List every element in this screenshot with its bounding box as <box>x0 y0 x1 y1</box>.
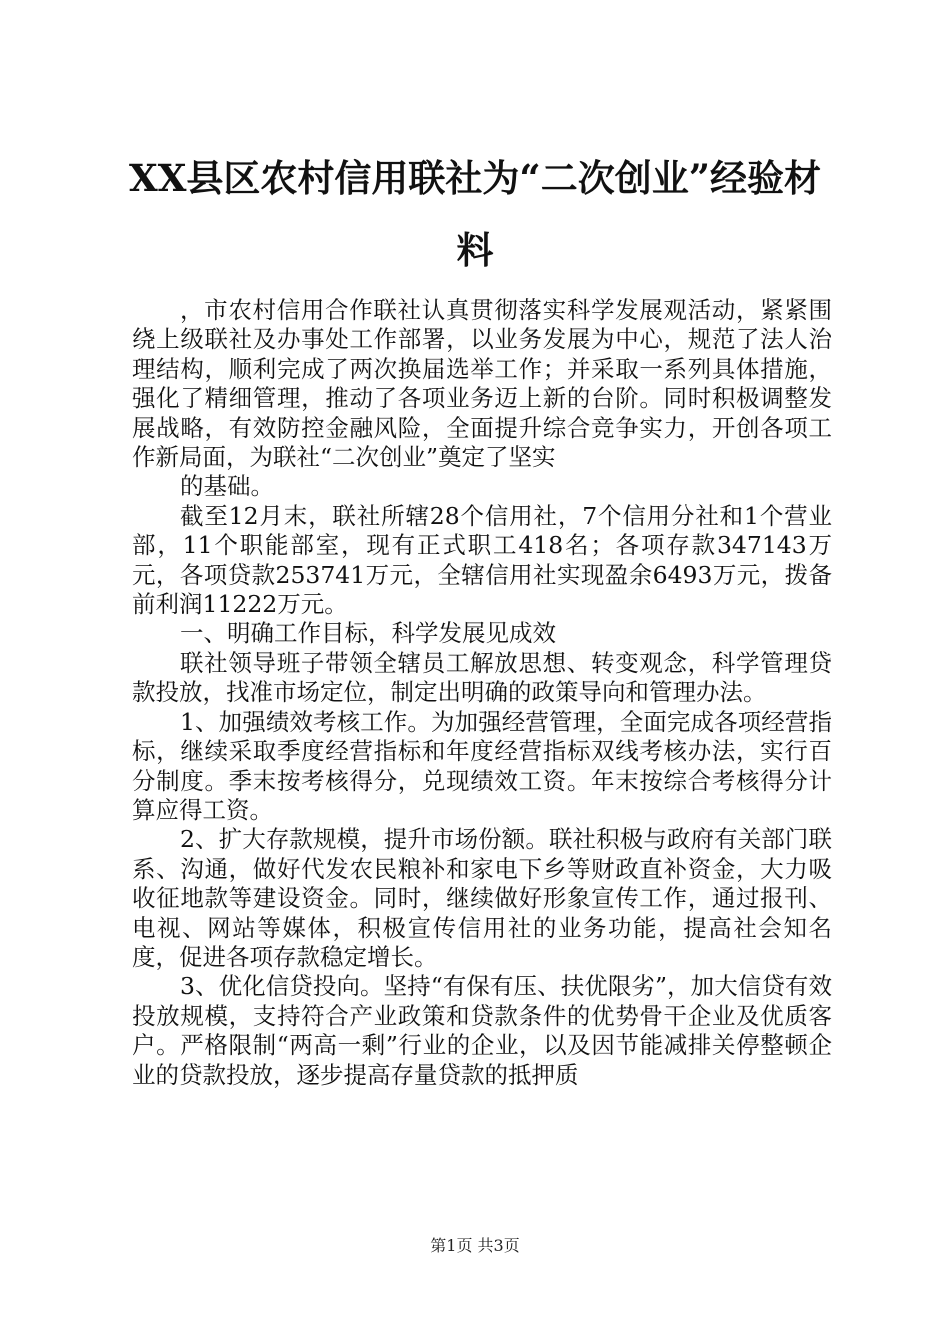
paragraph-intro: ，市农村信用合作联社认真贯彻落实科学发展观活动，紧紧围绕上级联社及办事处工作部署，以业务发展为中心，规范了法人治理结构，顺利完成了两次换届选举工作；并采取一系列具体措施，强化了精细管理，推动了各项业务迈上新的台阶。同时积极调整发展战略，有效防控金融风险，全面提升综合竞争实力，开创各项工作新局面，为联社“二次创业”奠定了坚实 <box>132 296 832 472</box>
paragraph-item-3: 3、优化信贷投向。坚持“有保有压、扶优限劣”，加大信贷有效投放规模，支持符合产业政策和贷款条件的优势骨干企业及优质客户。严格限制“两高一剩”行业的企业，以及因节能减排关停整顿企业的贷款投放，逐步提高存量贷款的抵押质 <box>132 972 832 1089</box>
page-footer: 第1页 共3页 <box>430 1236 520 1255</box>
document-title-line-1: XX县区农村信用联社为“二次创业”经验材 <box>129 156 821 200</box>
paragraph-intro-end: 的基础。 <box>180 472 274 501</box>
paragraph-item-2: 2、扩大存款规模，提升市场份额。联社积极与政府有关部门联系、沟通，做好代发农民粮补和家电下乡等财政直补资金，大力吸收征地款等建设资金。同时，继续做好形象宣传工作，通过报刊、电视、网站等媒体，积极宣传信用社的业务功能，提高社会知名度，促进各项存款稳定增长。 <box>132 825 832 971</box>
section-heading-1: 一、明确工作目标，科学发展见成效 <box>180 619 556 648</box>
paragraph-item-1: 1、加强绩效考核工作。为加强经营管理，全面完成各项经营指标，继续采取季度经营指标和年度经营指标双线考核办法，实行百分制度。季末按考核得分，兑现绩效工资。年末按综合考核得分计算应得工资。 <box>132 707 832 824</box>
document-body <box>132 296 832 1090</box>
paragraph-section-1: 联社领导班子带领全辖员工解放思想、转变观念，科学管理贷款投放，找准市场定位，制定出明确的政策导向和管理办法。 <box>132 648 832 707</box>
paragraph-statistics: 截至12月末，联社所辖28个信用社，7个信用分社和1个营业部，11个职能部室，现有正式职工418名；各项存款347143万元，各项贷款253741万元，全辖信用社实现盈余6493万元，拨备前利润11222万元。 <box>132 501 832 619</box>
document-title-line-2: 料 <box>456 228 494 272</box>
